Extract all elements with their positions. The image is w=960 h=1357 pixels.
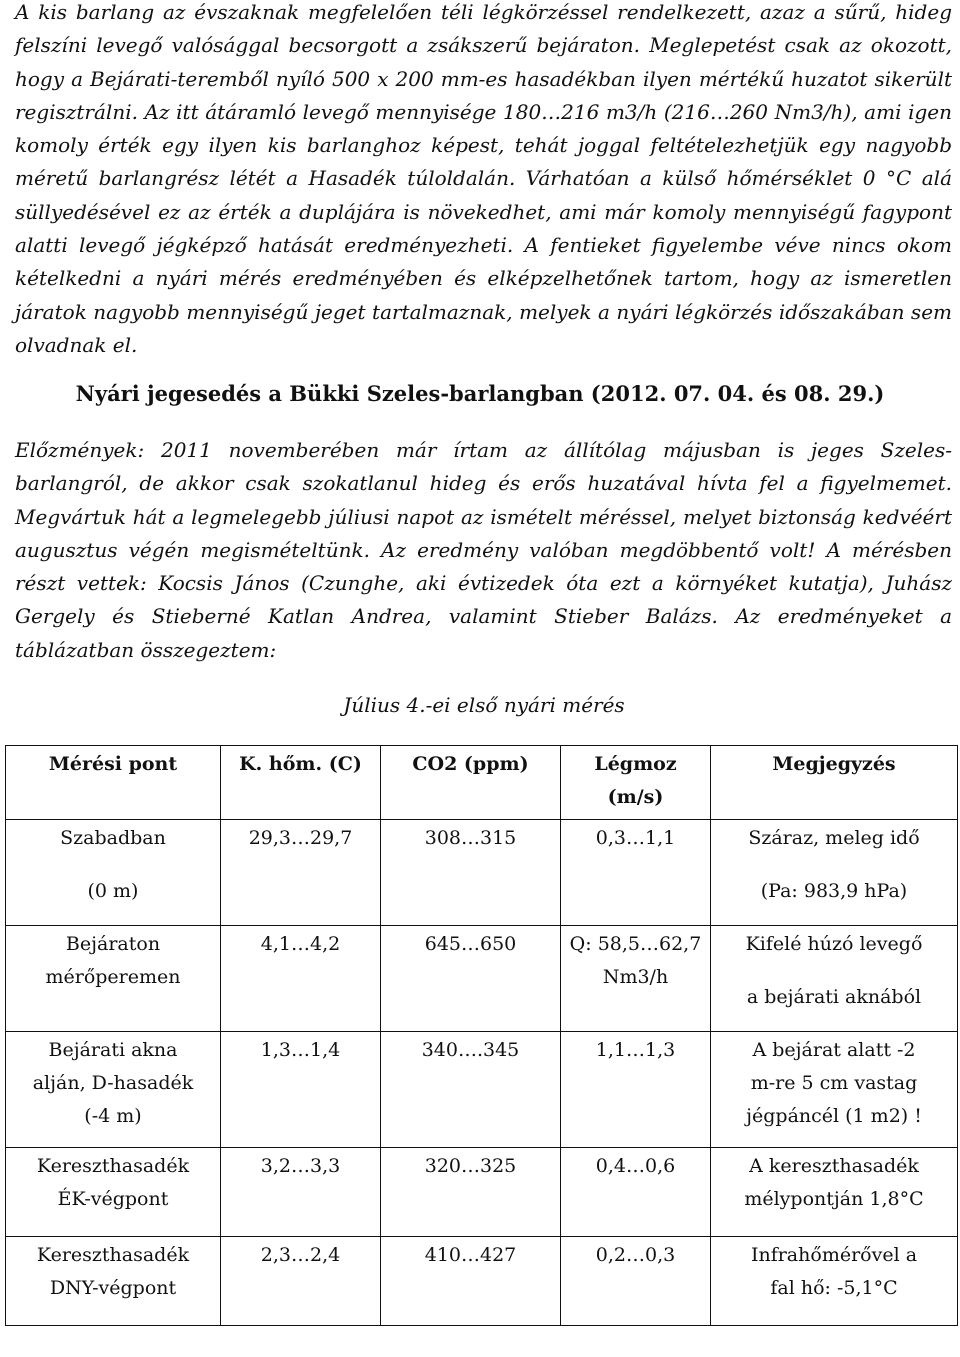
background-paragraph: Előzmények: 2011 novemberében már írtam az állítólag májusban is jeges Szeles-barlangról, de akkor csak szokatlanul hideg és erős huzatával hívta fel a figyelmemet. Megvártuk hát a legmelegebb júliusi napot az ismételt méréssel, melyet biztonság kedvéért augusztus végén megismételtünk. Az eredmény valóban megdöbbentő volt! A mérésben részt vettek: Kocsis János (Czunghe, aki évtizedek óta ezt a környéket kutatja), Juhász Gergely és Stieberné Katlan Andrea, valamint Stieber Balázs. Az eredményeket a táblázatban összegeztem: — [15, 438, 952, 662]
note-cell — [711, 820, 958, 926]
note-line: a bejárati aknából — [746, 986, 922, 1008]
co2-cell: 308…315 — [381, 820, 561, 926]
measurement-point-cell — [6, 1148, 221, 1237]
co2-cell: 340….345 — [381, 1032, 561, 1148]
note-cell — [711, 1032, 958, 1148]
point-line: DNY-végpont — [49, 1277, 177, 1299]
section-heading: Nyári jegesedés a Bükki Szeles-barlangban (2012. 07. 04. és 08. 29.) — [75, 381, 885, 406]
air-movement-cell: 0,3…1,1 — [561, 820, 711, 926]
co2-cell: 320…325 — [381, 1148, 561, 1237]
table-row — [6, 1032, 958, 1148]
measurement-point-cell — [6, 1032, 221, 1148]
temperature-cell: 29,3…29,7 — [221, 820, 381, 926]
point-line: (0 m) — [87, 880, 139, 902]
note-line: jégpáncél (1 m2) ! — [746, 1105, 922, 1127]
air-movement-cell: 0,2…0,3 — [561, 1237, 711, 1326]
point-line: mérőperemen — [45, 966, 181, 988]
table-caption: Július 4.-ei első nyári mérés — [343, 693, 625, 717]
header-temperature: K. hőm. (C) — [221, 746, 381, 820]
temperature-cell: 2,3…2,4 — [221, 1237, 381, 1326]
measurement-point-cell — [6, 926, 221, 1032]
table-row — [6, 820, 958, 926]
note-cell — [711, 1237, 958, 1326]
point-line: alján, D-hasadék — [32, 1072, 194, 1094]
point-line: ÉK-végpont — [57, 1188, 169, 1210]
air-movement-cell: 1,1…1,3 — [561, 1032, 711, 1148]
note-line: Száraz, meleg idő — [748, 827, 920, 849]
point-line: Kereszthasadék — [36, 1155, 190, 1177]
intro-paragraph: A kis barlang az évszaknak megfelelően téli légkörzéssel rendelkezett, azaz a sűrű, hideg felszíni levegő valósággal becsorgott a zsákszerű bejáraton. Meglepetést csak az okozott, hogy a Bejárati-teremből nyíló 500 x 200 mm-es hasadékban ilyen mértékű huzatot sikerült regisztrálni. Az itt átáramló levegő mennyisége 180…216 m3/h (216…260 Nm3/h), ami igen komoly érték egy ilyen kis barlanghoz képest, tehát joggal feltételezhetjük egy nagyobb méretű barlangrész létét a Hasadék túloldalán. Várhatóan a külső hőmérséklet 0 °C alá süllyedésével ez az érték a duplájára is növekedhet, ami már komoly mennyiségű fagypont alatti levegő jégképző hatását eredményezheti. A fentieket figyelembe véve nincs okom kételkedni a nyári mérés eredményében és elképzelhetőnek tartom, hogy az ismeretlen járatok nagyobb mennyiségű jeget tartalmaznak, melyek a nyári légkörzés időszakában sem olvadnak el. — [15, 0, 952, 357]
point-line: Bejárati akna — [48, 1039, 178, 1061]
co2-cell: 645…650 — [381, 926, 561, 1032]
note-line: Kifelé húzó levegő — [745, 933, 923, 955]
note-line: Infrahőmérővel a — [750, 1244, 918, 1266]
header-measurement-point: Mérési pont — [6, 746, 221, 820]
note-line: mélypontján 1,8°C — [744, 1188, 924, 1210]
measurement-table — [5, 745, 958, 1326]
point-line: Kereszthasadék — [36, 1244, 190, 1266]
point-line: Bejáraton — [65, 933, 161, 955]
header-air-movement: Légmoz (m/s) — [561, 746, 711, 820]
point-line: Szabadban — [60, 827, 166, 849]
table-row — [6, 1148, 958, 1237]
temperature-cell: 1,3…1,4 — [221, 1032, 381, 1148]
header-note: Megjegyzés — [711, 746, 958, 820]
air-movement-cell: 0,4…0,6 — [561, 1148, 711, 1237]
note-line: m-re 5 cm vastag — [750, 1072, 918, 1094]
note-line: A bejárat alatt -2 — [752, 1039, 916, 1061]
note-line: fal hő: -5,1°C — [770, 1277, 898, 1299]
point-line: (-4 m) — [84, 1105, 142, 1127]
measurement-point-cell — [6, 1237, 221, 1326]
note-cell — [711, 926, 958, 1032]
co2-cell: 410…427 — [381, 1237, 561, 1326]
temperature-cell: 4,1…4,2 — [221, 926, 381, 1032]
air-movement-cell: Q: 58,5…62,7 Nm3/h — [561, 926, 711, 1032]
note-line: A kereszthasadék — [749, 1155, 919, 1177]
table-header-row — [6, 746, 958, 820]
measurement-point-cell — [6, 820, 221, 926]
note-cell — [711, 1148, 958, 1237]
header-co2: CO2 (ppm) — [381, 746, 561, 820]
table-row — [6, 1237, 958, 1326]
table-row — [6, 926, 958, 1032]
note-line: (Pa: 983,9 hPa) — [760, 880, 908, 902]
temperature-cell: 3,2…3,3 — [221, 1148, 381, 1237]
